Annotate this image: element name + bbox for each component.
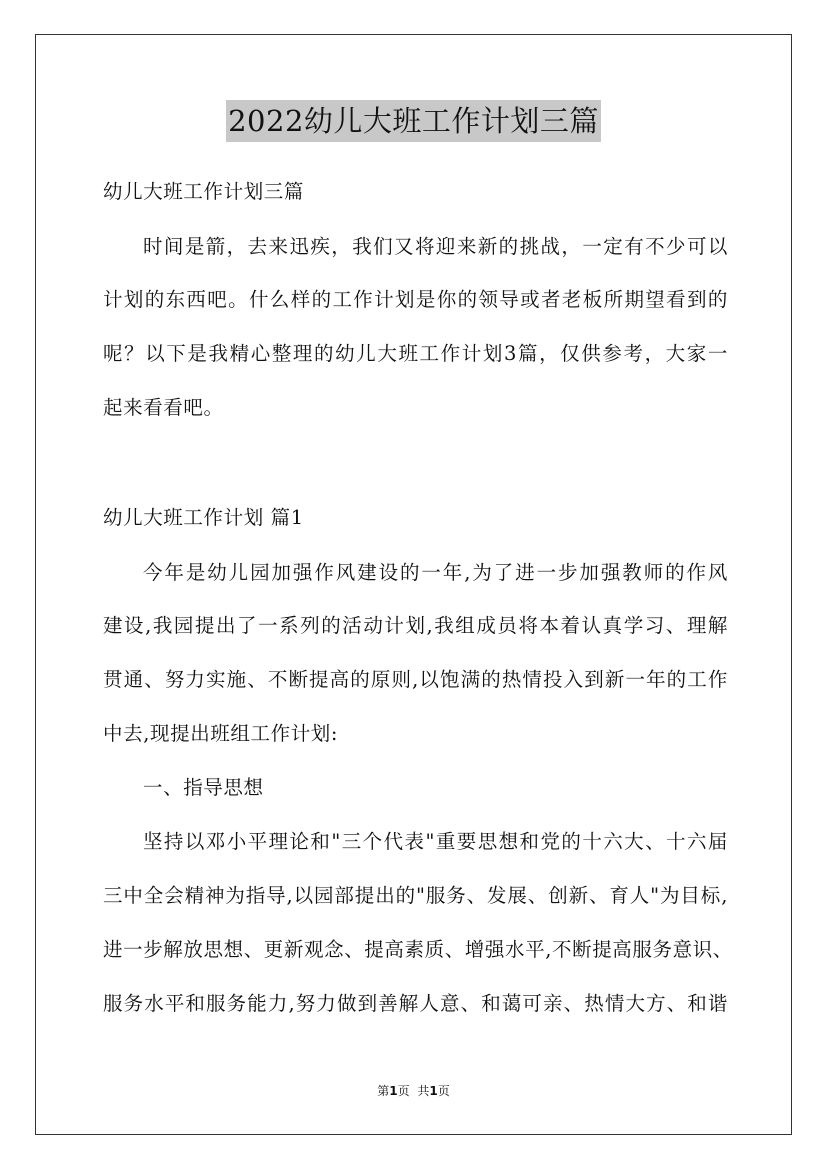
page-footer (0, 1083, 827, 1099)
intro-line: 时间是箭，去来迅疾，我们又将迎来新的挑战，一定有不少可以 (143, 235, 728, 258)
section-paragraph-line: 中去,现提出班组工作计划: (103, 722, 339, 745)
section-paragraph-line: 贯通、努力实施、不断提高的原则,以饱满的热情投入到新一年的工作 (103, 668, 728, 691)
footer-total-suffix: 页 (437, 1084, 450, 1098)
guiding-paragraph-line: 服务水平和服务能力,努力做到善解人意、和蔼可亲、热情大方、和谐 (103, 992, 728, 1015)
footer-page-suffix: 页 (397, 1084, 410, 1098)
footer-page-number: 1 (389, 1084, 398, 1098)
intro-line: 呢？以下是我精心整理的幼儿大班工作计划3篇，仅供参考，大家一 (103, 342, 728, 365)
guiding-paragraph-line: 坚持以邓小平理论和"三个代表"重要思想和党的十六大、十六届 (143, 830, 728, 853)
title-container (0, 100, 827, 142)
section-heading: 幼儿大班工作计划 篇1 (103, 506, 304, 529)
footer-page-prefix: 第 (377, 1084, 390, 1098)
guiding-paragraph-line: 三中全会精神为指导,以园部提出的"服务、发展、创新、育人"为目标, (103, 884, 728, 907)
section-paragraph-line: 今年是幼儿园加强作风建设的一年,为了进一步加强教师的作风 (143, 561, 728, 584)
guiding-paragraph-line: 进一步解放思想、更新观念、提高素质、增强水平,不断提高服务意识、 (103, 938, 733, 961)
section-paragraph-line: 建设,我园提出了一系列的活动计划,我组成员将本着认真学习、理解 (103, 614, 728, 637)
footer-total-pages: 1 (429, 1084, 438, 1098)
intro-line: 起来看看吧。 (103, 396, 224, 419)
footer-total-prefix: 共 (417, 1084, 430, 1098)
document-subtitle: 幼儿大班工作计划三篇 (103, 180, 305, 203)
subheading-guiding-thought: 一、指导思想 (143, 776, 264, 799)
document-title: 2022幼儿大班工作计划三篇 (226, 100, 601, 142)
intro-line: 计划的东西吧。什么样的工作计划是你的领导或者老板所期望看到的 (103, 288, 728, 311)
